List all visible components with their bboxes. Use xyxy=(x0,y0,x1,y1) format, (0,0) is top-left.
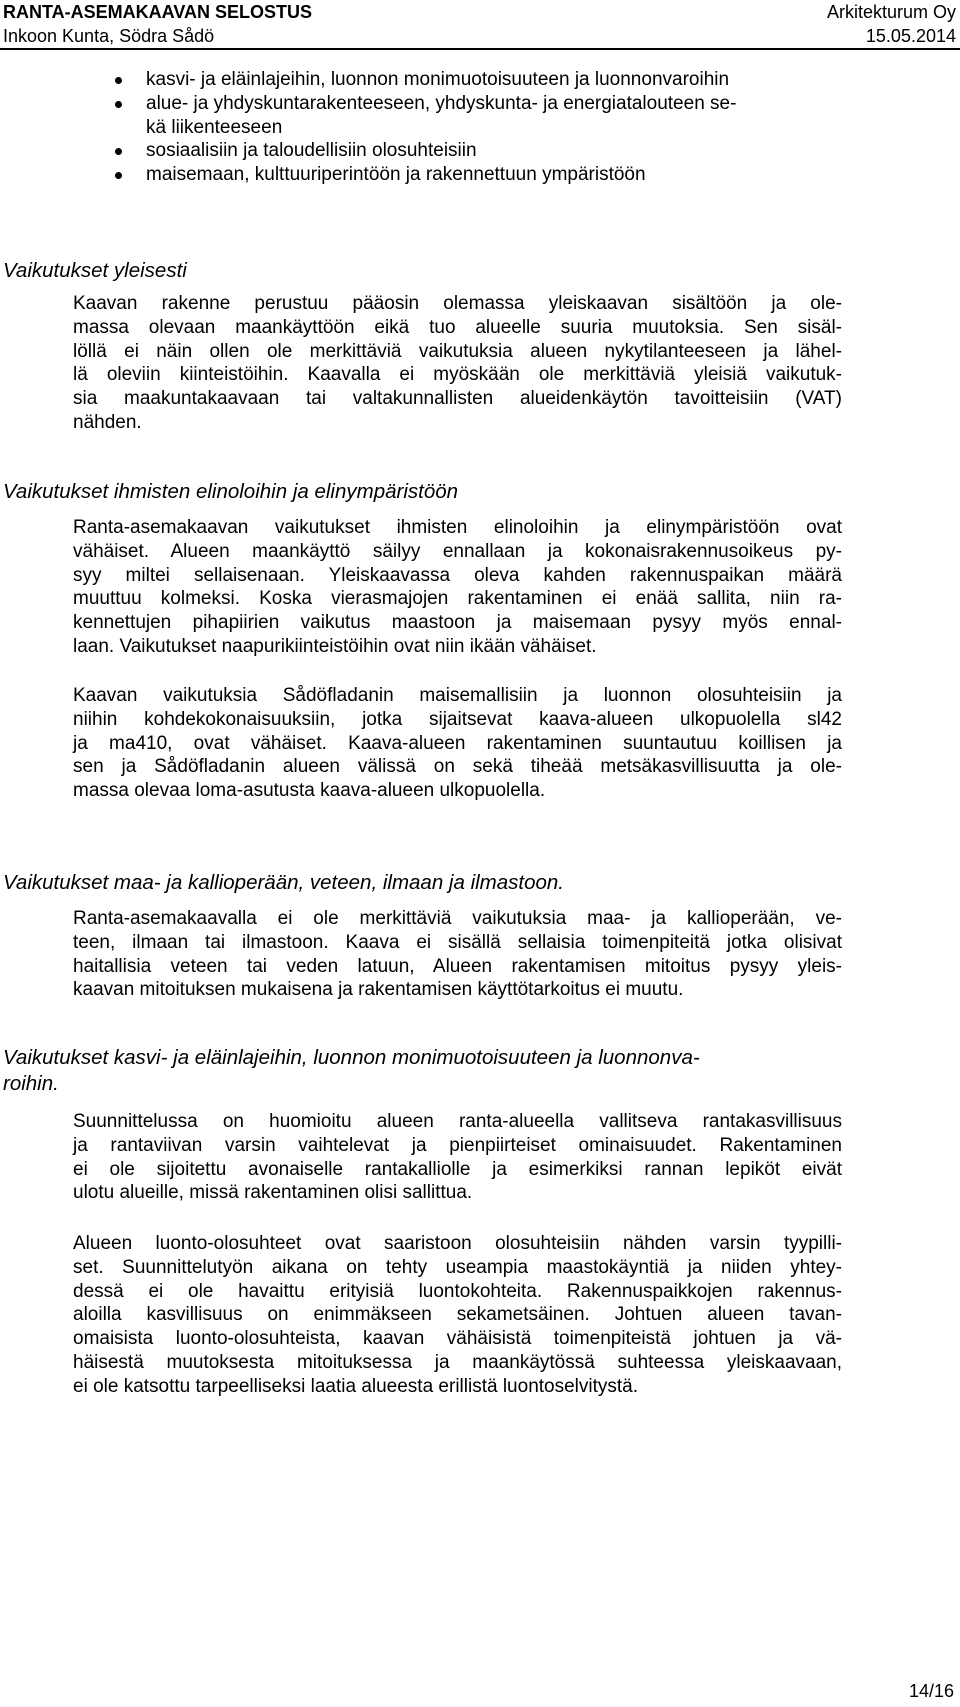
section-paragraph xyxy=(73,516,842,659)
section-paragraph xyxy=(73,292,842,435)
text-line: haitallisia veteen tai veden latuun, Alueen rakentamisen mitoitus pysyy yleis- xyxy=(73,955,842,977)
document-subtitle: Inkoon Kunta, Södra Sådö xyxy=(3,26,215,46)
text-line: ei ole katsottu tarpeelliseksi laatia alueesta erillistä luontoselvitystä. xyxy=(73,1375,639,1397)
bullet-icon xyxy=(115,77,122,84)
text-line: massa olevaa loma-asutusta kaava-alueen ulkopuolella. xyxy=(73,780,546,802)
page-header xyxy=(0,0,960,50)
section-heading: Vaikutukset yleisesti xyxy=(3,259,187,282)
heading-line: roihin. xyxy=(3,1072,59,1095)
bullet-item xyxy=(114,163,834,187)
text-line: ei ole sijoitettu avonaiselle rantakalliolle ja esimerkiksi rannan lepiköt eivät xyxy=(73,1158,842,1180)
section-paragraph xyxy=(73,907,842,1002)
bullet-icon xyxy=(115,172,122,179)
heading-line: Vaikutukset kasvi- ja eläinlajeihin, luonnon monimuotoisuuteen ja luonnonva- xyxy=(3,1046,700,1069)
text-line: massa olevaan maankäyttöön eikä tuo alueelle suuria muutoksia. Sen sisäl- xyxy=(73,316,842,338)
bullet-item xyxy=(114,68,834,92)
impact-bullet-list xyxy=(114,68,834,187)
text-line: nähden. xyxy=(73,411,142,433)
text-line: omaisista luonto-olosuhteista, kaavan vähäisistä toimenpiteistä johtuen ja vä- xyxy=(73,1328,842,1350)
section-paragraph xyxy=(73,1110,842,1205)
text-line: ulotu alueille, missä rakentaminen olisi sallittua. xyxy=(73,1182,473,1204)
text-line: kaavan mitoituksen mukaisena ja rakentamisen käyttötarkoitus ei muutu. xyxy=(73,979,684,1001)
text-line: dessä ei ole havaittu erityisiä luontokohteita. Rakennuspaikkojen rakennus- xyxy=(73,1280,842,1302)
text-line: sen ja Sådöfladanin alueen välissä on sekä tiheää metsäkasvillisuutta ja ole- xyxy=(73,756,842,778)
text-line: ja ma410, ovat vähäiset. Kaava-alueen rakentaminen suuntautuu koillisen ja xyxy=(73,732,842,754)
page-number: 14/16 xyxy=(908,1681,954,1701)
text-line: laan. Vaikutukset naapurikiinteistöihin ovat niin ikään vähäiset. xyxy=(73,635,597,657)
text-line: Suunnittelussa on huomioitu alueen ranta-alueella vallitseva rantakasvillisuus xyxy=(73,1111,842,1132)
bullet-text: sosiaalisiin ja taloudellisiin olosuhteisiin xyxy=(146,140,477,162)
bullet-icon xyxy=(115,148,122,155)
bullet-text: kä liikenteeseen xyxy=(146,116,283,138)
section-heading: Vaikutukset maa- ja kallioperään, veteen, ilmaan ja ilmastoon. xyxy=(3,871,565,894)
section-heading: Vaikutukset ihmisten elinoloihin ja elinympäristöön xyxy=(3,480,459,503)
text-line: lä oleviin kiinteistöihin. Kaavalla ei myöskään ole merkittäviä yleisiä vaikutuk- xyxy=(73,364,842,386)
text-line: Alueen luonto-olosuhteet ovat saaristoon olosuhteisiin nähden varsin tyypilli- xyxy=(73,1233,842,1254)
section-paragraph xyxy=(73,1232,842,1399)
text-line: kennettujen pihapiirien vaikutus maastoon ja maisemaan pysyy myös ennal- xyxy=(73,612,842,634)
text-line: muuttuu kolmeksi. Koska vierasmajojen rakentaminen ei enää sallita, niin ra- xyxy=(73,588,842,610)
text-line: häisestä muutoksesta mitoituksessa ja maankäytössä suhteessa yleiskaavaan, xyxy=(73,1351,842,1373)
text-line: teen, ilmaan tai ilmastoon. Kaava ei sisällä sellaisia toimenpiteitä jotka olisivat xyxy=(73,931,842,953)
text-line: Ranta-asemakaavan vaikutukset ihmisten elinoloihin ja elinympäristöön ovat xyxy=(73,517,842,538)
bullet-icon xyxy=(115,101,122,108)
text-line: Ranta-asemakaavalla ei ole merkittäviä vaikutuksia maa- ja kallioperään, ve- xyxy=(73,908,842,929)
text-line: set. Suunnittelutyön aikana on tehty useampia maastokäyntiä ja niiden yhtey- xyxy=(73,1256,842,1278)
text-line: syy miltei sellaisenaan. Yleiskaavassa oleva kahden rakennuspaikan määrä xyxy=(73,564,842,586)
text-line: sia maakuntakaavaan tai valtakunnallisten alueidenkäytön tavoitteisiin (VAT) xyxy=(73,388,842,410)
text-line: niihin kohdekokonaisuuksiin, jotka sijaitsevat kaava-alueen ulkopuolella sl42 xyxy=(73,708,842,730)
section-paragraph xyxy=(73,684,842,803)
section-heading xyxy=(3,1045,843,1097)
text-line: vähäiset. Alueen maankäyttö säilyy ennallaan ja kokonaisrakennusoikeus py- xyxy=(73,540,842,562)
text-line: Kaavan vaikutuksia Sådöfladanin maisemallisiin ja luonnon olosuhteisiin ja xyxy=(73,685,842,706)
text-line: löllä ei näin ollen ole merkittäviä vaikutuksia alueen nykytilanteeseen ja lähel- xyxy=(73,340,842,362)
company-name: Arkitekturum Oy xyxy=(826,2,956,22)
bullet-text: maisemaan, kulttuuriperintöön ja rakennettuun ympäristöön xyxy=(146,164,646,186)
bullet-text: kasvi- ja eläinlajeihin, luonnon monimuotoisuuteen ja luonnonvaroihin xyxy=(146,69,730,90)
text-line: ja rantaviivan varsin vaihtelevat ja pienpiirteiset ominaisuudet. Rakentaminen xyxy=(73,1134,842,1156)
bullet-text: alue- ja yhdyskuntarakenteeseen, yhdyskunta- ja energiatalouteen se- xyxy=(146,92,737,114)
bullet-item xyxy=(114,139,834,163)
bullet-item xyxy=(114,92,834,140)
document-date: 15.05.2014 xyxy=(865,26,956,46)
text-line: aloilla kasvillisuus on enimmäkseen sekametsäinen. Johtuen alueen tavan- xyxy=(73,1304,842,1326)
text-line: Kaavan rakenne perustuu pääosin olemassa yleiskaavan sisältöön ja ole- xyxy=(73,293,842,314)
document-title: RANTA-ASEMAKAAVAN SELOSTUS xyxy=(3,2,312,22)
